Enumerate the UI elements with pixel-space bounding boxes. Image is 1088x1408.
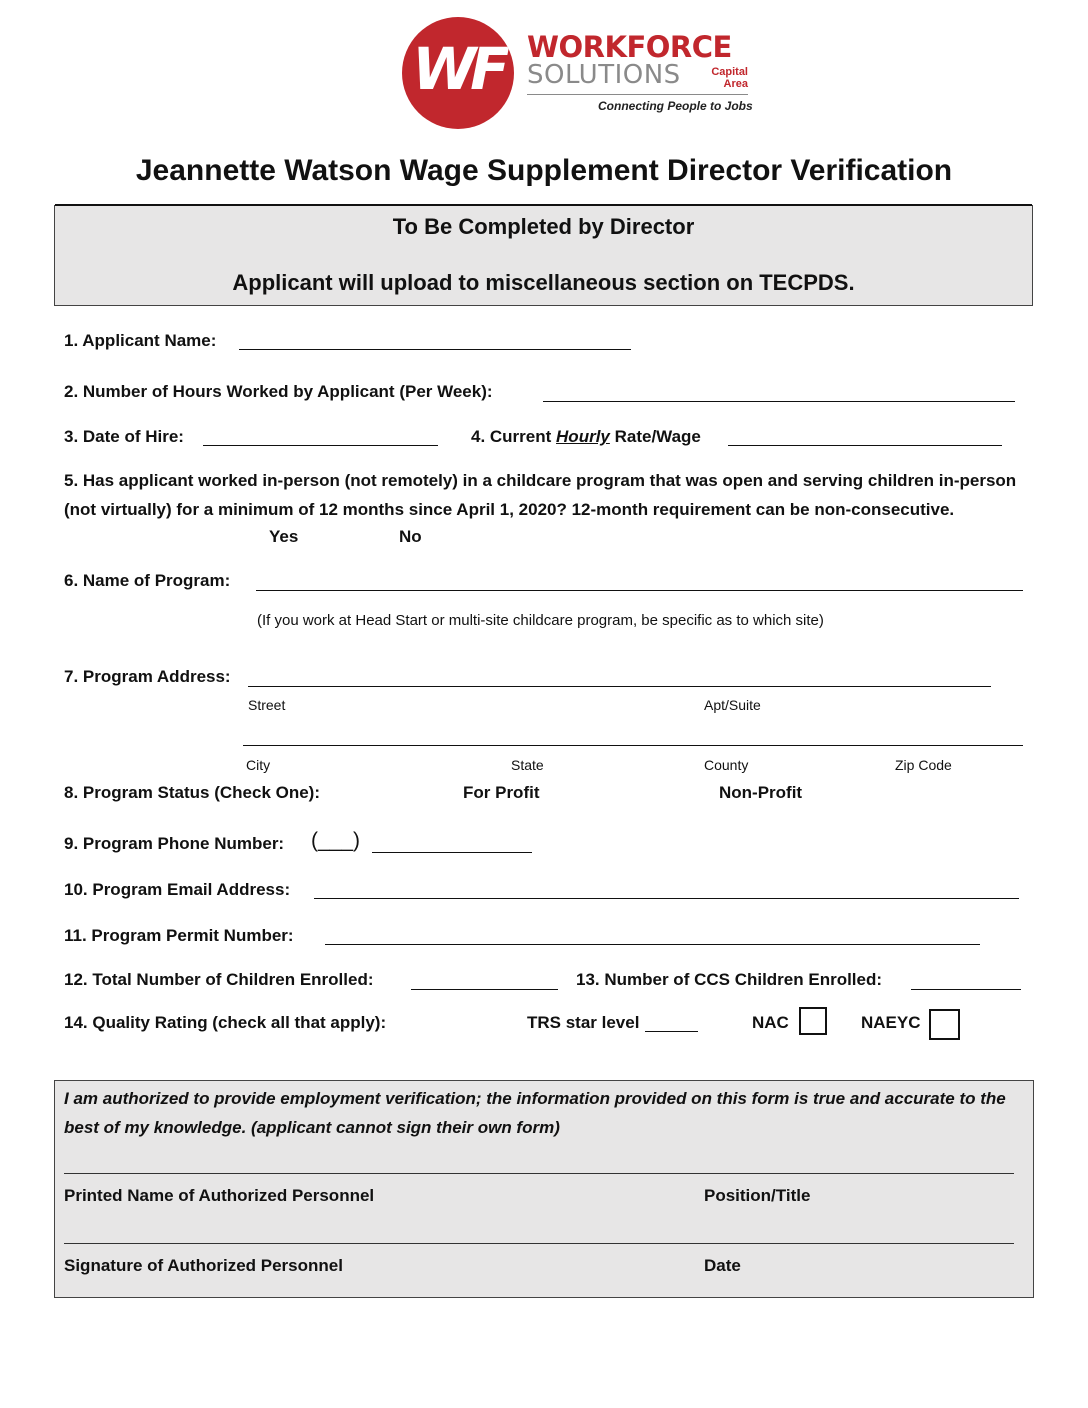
area-code-field[interactable]: (___) <box>311 829 361 852</box>
in-person-question: 5. Has applicant worked in-person (not remotely) in a childcare program that was open and serving children in-person (not virtually) for a minimum of 12 months since April 1, 2020? 12-month requirement can be non-consecutive. <box>64 471 1017 519</box>
total-children-field[interactable] <box>411 989 558 990</box>
date-of-hire-field[interactable] <box>203 445 438 446</box>
director-instructions-box <box>54 205 1033 306</box>
box-top-rule <box>55 204 1032 206</box>
logo-capital-area <box>704 66 748 90</box>
phone-number-field[interactable] <box>372 852 532 853</box>
county-caption: County <box>704 757 749 773</box>
city-caption: City <box>246 757 271 773</box>
permit-number-field[interactable] <box>325 944 980 945</box>
logo-word-solutions: SOLUTIONS <box>527 60 681 90</box>
authorization-statement: I am authorized to provide employment verification; the information provided on this form is true and accurate to the best of my knowledge. (applicant cannot sign their own form) <box>64 1089 1006 1137</box>
program-name-label: 6. Name of Program: <box>64 571 231 590</box>
hourly-rate-label-post: Rate/Wage <box>609 427 701 446</box>
program-status-label: 8. Program Status (Check One): <box>64 783 321 802</box>
signature-date-field[interactable] <box>64 1243 1014 1244</box>
program-address-label: 7. Program Address: <box>64 667 231 686</box>
zip-code-caption: Zip Code <box>895 757 952 773</box>
authorization-box <box>54 1080 1034 1298</box>
total-children-label: 12. Total Number of Children Enrolled: <box>64 970 374 989</box>
logo-area: Area <box>723 78 748 90</box>
program-name-field[interactable] <box>256 590 1023 591</box>
printed-name-caption: Printed Name of Authorized Personnel <box>64 1186 375 1205</box>
applicant-name-field[interactable] <box>239 349 631 350</box>
program-site-note: (If you work at Head Start or multi-site childcare program, be specific as to which site) <box>257 612 824 629</box>
for-profit-option[interactable]: For Profit <box>463 783 540 802</box>
logo-divider <box>527 94 748 95</box>
program-email-field[interactable] <box>314 898 1019 899</box>
printed-name-position-field[interactable] <box>64 1173 1014 1174</box>
logo-letters: WF <box>412 35 504 103</box>
hourly-rate-label <box>471 427 701 447</box>
hours-worked-field[interactable] <box>543 401 1015 402</box>
permit-number-label: 11. Program Permit Number: <box>64 926 294 945</box>
quality-rating-label: 14. Quality Rating (check all that apply): <box>64 1013 387 1032</box>
q5-yes-option[interactable]: Yes <box>269 527 299 546</box>
hourly-emphasis: Hourly <box>556 427 610 446</box>
program-email-label: 10. Program Email Address: <box>64 880 291 899</box>
logo-tagline: Connecting People to Jobs <box>598 99 753 113</box>
nac-label: NAC <box>752 1013 789 1032</box>
q5-no-option[interactable]: No <box>399 527 422 546</box>
nac-checkbox[interactable] <box>799 1007 827 1035</box>
program-phone-label: 9. Program Phone Number: <box>64 834 285 853</box>
applicant-name-label: 1. Applicant Name: <box>64 331 217 350</box>
naeyc-checkbox[interactable] <box>929 1009 960 1040</box>
signature-caption: Signature of Authorized Personnel <box>64 1256 343 1275</box>
page-title: Jeannette Watson Wage Supplement Director Verification <box>135 154 953 187</box>
ccs-children-field[interactable] <box>911 989 1021 990</box>
date-of-hire-label: 3. Date of Hire: <box>64 427 184 446</box>
trs-star-field[interactable] <box>645 1031 698 1032</box>
hourly-rate-field[interactable] <box>728 445 1002 446</box>
date-caption: Date <box>704 1256 741 1275</box>
position-title-caption: Position/Title <box>704 1186 811 1205</box>
ccs-children-label: 13. Number of CCS Children Enrolled: <box>576 970 883 989</box>
logo-capital: Capital <box>711 66 748 78</box>
hours-worked-label: 2. Number of Hours Worked by Applicant (Per Week): <box>64 382 493 401</box>
city-state-zip-field[interactable] <box>243 745 1023 746</box>
logo-word-workforce: WORKFORCE <box>527 30 732 64</box>
apt-suite-caption: Apt/Suite <box>704 697 761 713</box>
street-caption: Street <box>248 697 286 713</box>
state-caption: State <box>511 757 544 773</box>
instruction-line-2: Applicant will upload to miscellaneous section on TECPDS. <box>232 270 855 295</box>
trs-star-label: TRS star level <box>527 1013 640 1032</box>
naeyc-label: NAEYC <box>861 1013 921 1032</box>
instruction-line-1: To Be Completed by Director <box>392 214 695 239</box>
hourly-rate-label-pre: 4. Current <box>471 427 557 446</box>
street-address-field[interactable] <box>248 686 991 687</box>
non-profit-option[interactable]: Non-Profit <box>719 783 803 802</box>
logo-mark <box>402 17 514 129</box>
